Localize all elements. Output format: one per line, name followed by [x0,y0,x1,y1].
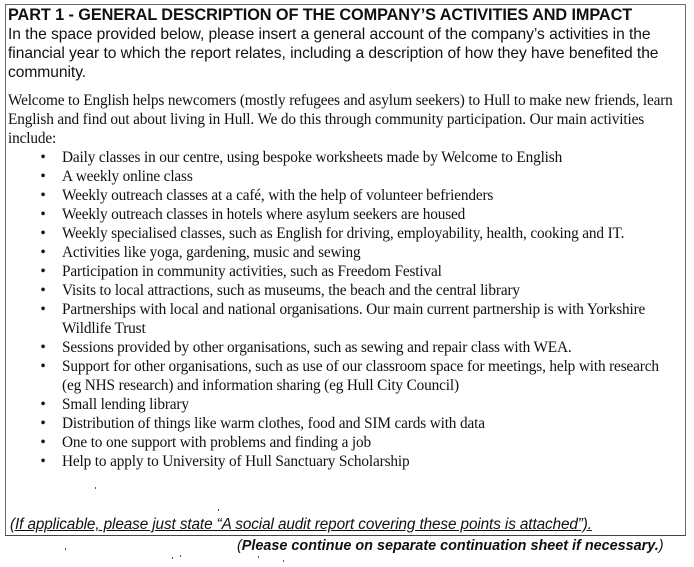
scan-speck [95,487,96,489]
activity-text: Weekly outreach classes in hotels where asylum seekers are housed [62,206,466,223]
bullet-icon: • [40,244,46,261]
activity-item [0,414,684,433]
bullet-icon: • [40,453,46,470]
activity-item [0,338,684,357]
scan-speck [180,555,181,557]
scan-speck [283,560,284,562]
continuation-open-paren: ( [237,538,242,554]
continuation-text: Please continue on separate continuation sheet if necessary. [241,538,659,554]
activity-item [0,452,684,471]
activity-text: Weekly specialised classes, such as English for driving, employability, health, cooking and IT. [62,225,625,242]
activity-text: Support for other organisations, such as use of our classroom space for meetings, help with research (eg NHS research) and information sharing (eg Hull City Council) [62,358,659,394]
activity-item [0,243,684,262]
activity-item [0,281,684,300]
section-instructions: In the space provided below, please insert a general account of the company’s activities in the financial year to which the report relates, including a description of how they have benefited the community. [8,26,659,81]
scan-speck [258,556,259,558]
continuation-note [237,538,664,554]
activity-text: Weekly outreach classes at a café, with the help of volunteer befrienders [62,187,494,204]
bullet-icon: • [40,339,46,356]
activity-text: Help to apply to University of Hull Sanctuary Scholarship [62,453,410,470]
activity-item [0,205,684,224]
activity-item [0,186,684,205]
bullet-icon: • [40,206,46,223]
scan-speck [172,557,173,559]
activities-list [0,148,684,471]
continuation-close-paren: ) [658,538,664,554]
activity-item [0,395,684,414]
bullet-icon: • [40,187,46,204]
activity-text: Participation in community activities, such as Freedom Festival [62,263,442,280]
activity-item [0,224,684,243]
activity-item [0,300,684,338]
activity-item [0,148,684,167]
activity-item [0,433,684,452]
bullet-icon: • [40,358,46,375]
activity-text: Partnerships with local and national organisations. Our main current partnership is with Yorkshire Wildlife Trust [62,301,646,337]
activity-text: Activities like yoga, gardening, music and sewing [62,244,361,261]
bullet-icon: • [40,225,46,242]
bullet-icon: • [40,263,46,280]
scan-speck [218,509,219,511]
social-audit-note: (If applicable, please just state “A social audit report covering these points is attached”). [10,516,592,533]
bullet-icon: • [40,282,46,299]
activity-item [0,357,684,395]
activity-text: Small lending library [62,396,189,413]
activity-text: Sessions provided by other organisations, such as sewing and repair class with WEA. [62,339,572,356]
bullet-icon: • [40,149,46,166]
activity-text: A weekly online class [62,168,193,185]
activity-text: Distribution of things like warm clothes, food and SIM cards with data [62,415,485,432]
activity-text: One to one support with problems and finding a job [62,434,372,451]
intro-paragraph: Welcome to English helps newcomers (mostly refugees and asylum seekers) to Hull to make new friends, learn English and find out about living in Hull. We do this through community participation. Our main activities include: [8,92,673,147]
activity-text: Visits to local attractions, such as museums, the beach and the central library [62,282,520,299]
activity-item [0,262,684,281]
bullet-icon: • [40,415,46,432]
bullet-icon: • [40,396,46,413]
bullet-icon: • [40,301,46,318]
activity-item [0,167,684,186]
section-title: PART 1 - GENERAL DESCRIPTION OF THE COMPANY’S ACTIVITIES AND IMPACT [8,6,633,24]
scan-speck [65,548,66,550]
bullet-icon: • [40,168,46,185]
bullet-icon: • [40,434,46,451]
activity-text: Daily classes in our centre, using bespoke worksheets made by Welcome to English [62,149,563,166]
